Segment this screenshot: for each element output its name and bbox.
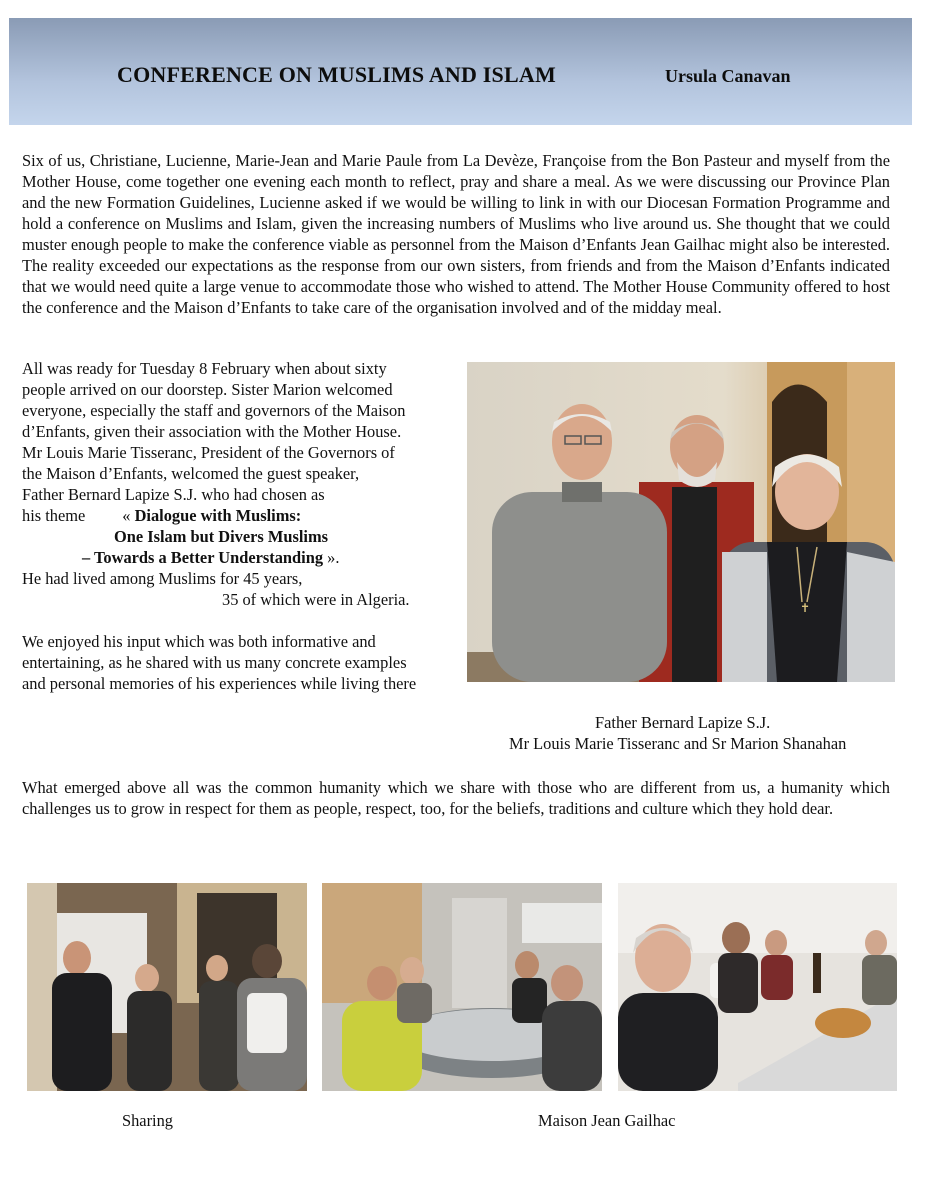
column-line: He had lived among Muslims for 45 years,: [22, 569, 303, 588]
theme-title-part-1: Dialogue with Muslims:: [134, 506, 302, 525]
maison-meal-photo: [618, 883, 897, 1091]
theme-lead: his theme: [22, 506, 86, 525]
column-line: Father Bernard Lapize S.J. who had chosen as: [22, 485, 325, 504]
svg-text:✝: ✝: [800, 601, 811, 615]
theme-open-quote: «: [122, 506, 135, 525]
maison-meal-image: [618, 883, 897, 1091]
theme-line-3: [22, 547, 467, 568]
table-discussion-photo: [322, 883, 602, 1091]
column-line: 35 of which were in Algeria.: [222, 590, 410, 609]
column-line: and personal memories of his experiences while living there: [22, 674, 417, 693]
column-line: everyone, especially the staff and governors of the Maison: [22, 401, 406, 420]
column-line: We enjoyed his input which was both informative and: [22, 632, 376, 651]
column-line: entertaining, as he shared with us many concrete examples: [22, 653, 407, 672]
closing-paragraph: What emerged above all was the common humanity which we share with those who are different from us, a humanity which challenges us to grow in respect for them as people, respect, too, for the beliefs, traditions and culture which they hold dear.: [22, 778, 890, 818]
column-line: All was ready for Tuesday 8 February when about sixty: [22, 359, 387, 378]
photo-caption-line-2: Mr Louis Marie Tisseranc and Sr Marion Shanahan: [509, 734, 847, 753]
theme-title-part-2: One Islam but Divers Muslims: [114, 527, 328, 546]
theme-title-part-3: – Towards a Better Understanding: [82, 548, 324, 567]
page-title: CONFERENCE ON MUSLIMS AND ISLAM: [117, 62, 556, 87]
column-line: people arrived on our doorstep. Sister Marion welcomed: [22, 380, 393, 399]
sharing-image: [27, 883, 307, 1091]
sharing-photo: [27, 883, 307, 1091]
event-description-column: [22, 358, 467, 694]
table-discussion-image: [322, 883, 602, 1091]
column-line: Mr Louis Marie Tisseranc, President of the Governors of: [22, 443, 395, 462]
group-portrait-photo: [467, 362, 895, 682]
theme-line-2: [22, 526, 467, 547]
theme-close-quote: ».: [323, 548, 340, 567]
photo-caption-line-1: Father Bernard Lapize S.J.: [595, 713, 771, 732]
theme-line-1: [22, 505, 467, 526]
group-portrait-image: [467, 362, 895, 682]
author-name: Ursula Canavan: [665, 66, 791, 86]
sharing-caption: Sharing: [122, 1111, 173, 1130]
maison-caption: Maison Jean Gailhac: [538, 1111, 676, 1130]
column-line: d’Enfants, given their association with the Mother House.: [22, 422, 402, 441]
intro-paragraph: Six of us, Christiane, Lucienne, Marie-Jean and Marie Paule from La Devèze, Françoise from the Bon Pasteur and myself from the Mother House, come together one evening each month to reflect, pray and share a meal. As we were discussing our Province Plan and the new Formation Guidelines, Lucienne asked if we would be willing to link in with our Diocesan Formation Programme and hold a conference on Muslims and Islam, given the increasing numbers of Muslims who live around us. She thought that we could muster enough people to make the conference viable as personnel from the Maison d’Enfants Jean Gailhac might also be interested. The reality exceeded our expectations as the response from our own sisters, from friends and from the Maison d’Enfants indicated that we would need quite a large venue to accommodate those who wished to attend. The Mother House Community offered to host the conference and the Maison d’Enfants to take care of the organisation involved and of the midday meal.: [22, 151, 890, 317]
column-line: the Maison d’Enfants, welcomed the guest speaker,: [22, 464, 360, 483]
